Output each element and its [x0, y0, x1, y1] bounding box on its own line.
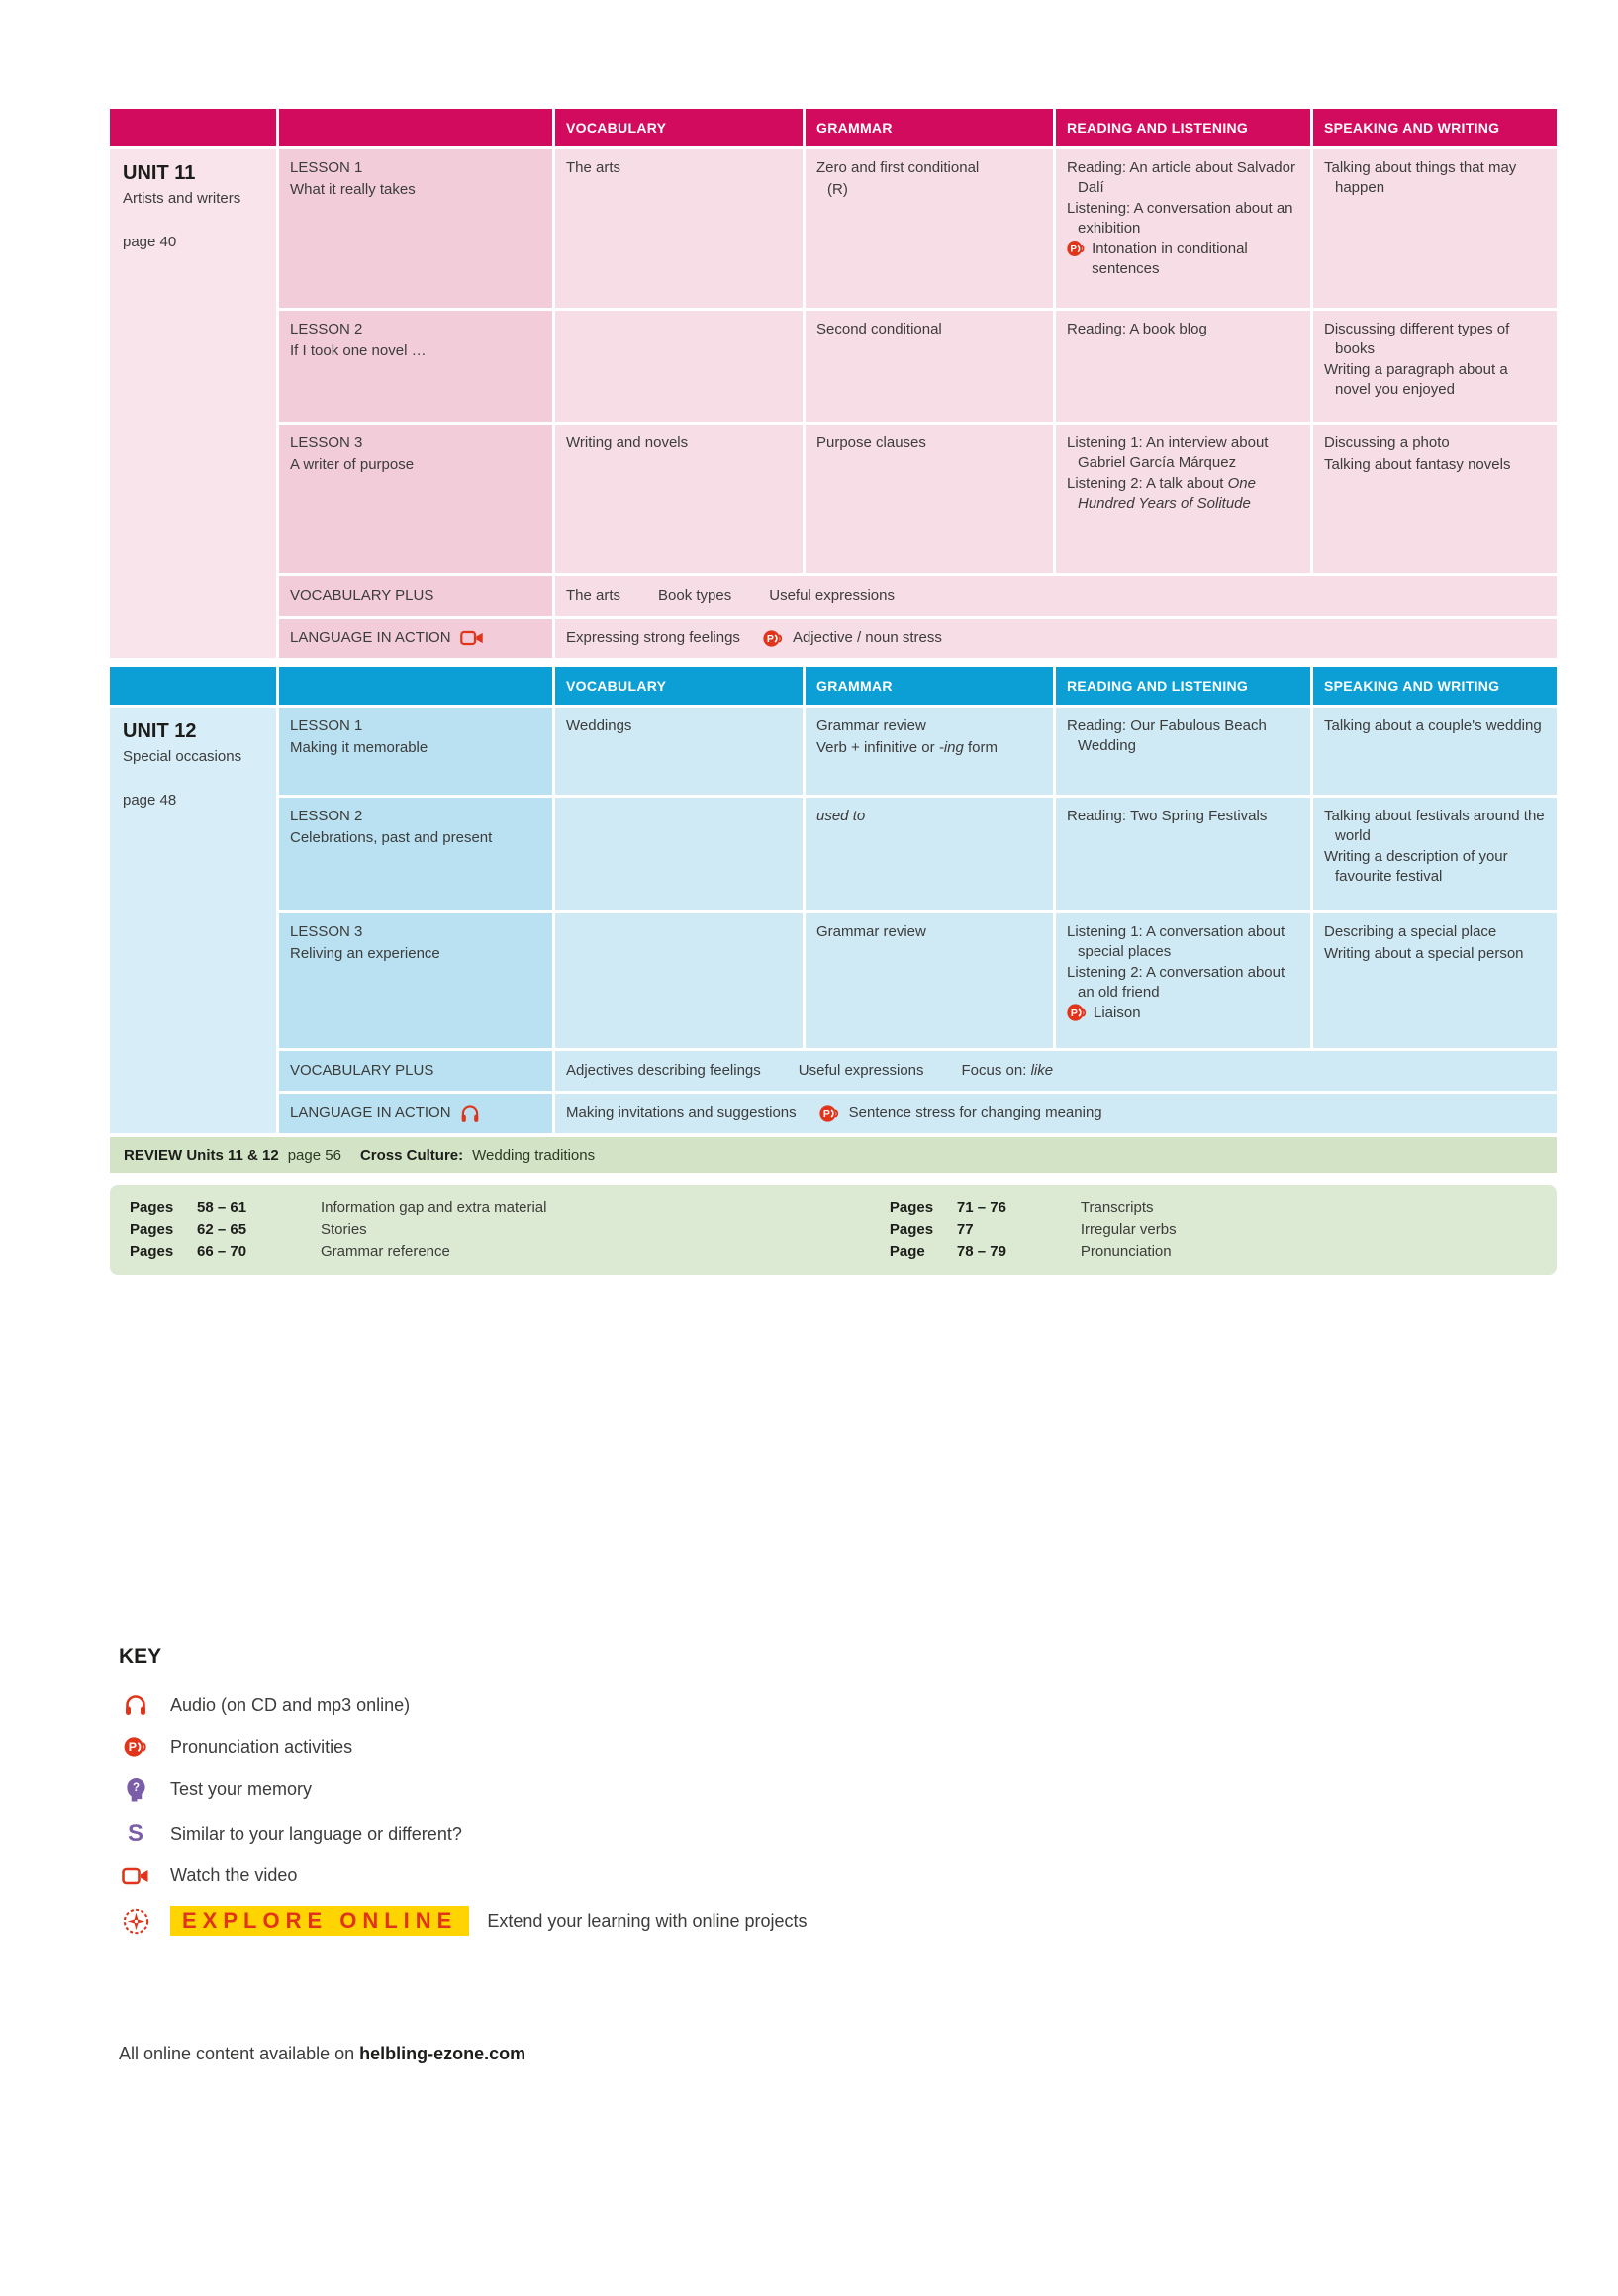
key-item-label: Watch the video — [170, 1866, 298, 1885]
pronunciation-icon — [1067, 239, 1086, 258]
unit-page-ref: page 40 — [123, 233, 177, 250]
header-spacer-unit — [110, 667, 276, 705]
vocabulary-cell — [555, 311, 803, 422]
text-line: Intonation in conditional sentences — [1092, 240, 1248, 277]
key-item-memory — [119, 1777, 1207, 1802]
text-line: Talking about things that may happen — [1324, 159, 1517, 196]
memory-head-icon — [119, 1777, 152, 1802]
text-line: Writing a description of your favourite festival — [1324, 848, 1508, 885]
footer-note — [119, 2044, 525, 2064]
unit-number: UNIT 11 — [123, 162, 196, 184]
pronunciation-text: Adjective / noun stress — [792, 629, 942, 647]
speaking-writing-cell — [1313, 149, 1557, 308]
pages-desc: Information gap and extra material — [321, 1199, 547, 1216]
headphones-icon — [119, 1694, 152, 1716]
lesson-label: LESSON 2 — [290, 808, 363, 824]
italic-segment: used to — [816, 808, 866, 824]
column-header-reading-listening: READING AND LISTENING — [1056, 109, 1310, 146]
pages-range: 66 – 70 — [197, 1243, 247, 1260]
column-header-speaking-writing: SPEAKING AND WRITING — [1313, 667, 1557, 705]
language-in-action-label-cell — [279, 619, 552, 658]
key-item-label: Audio (on CD and mp3 online) — [170, 1694, 411, 1715]
back-matter-pages-panel — [110, 1185, 1557, 1275]
column-header-speaking-writing: SPEAKING AND WRITING — [1313, 109, 1557, 146]
speaking-writing-cell — [1313, 913, 1557, 1048]
pages-row — [890, 1243, 1537, 1260]
language-in-action-content-cell — [555, 1094, 1557, 1133]
text-line: Zero and first conditional — [816, 159, 980, 176]
pages-row — [130, 1199, 890, 1216]
grammar-cell — [806, 149, 1053, 308]
language-in-action-text: Making invitations and suggestions — [566, 1104, 797, 1122]
italic-segment: -ing — [938, 738, 964, 756]
text-line: Reading: Two Spring Festivals — [1067, 808, 1268, 824]
key-heading: KEY — [119, 1645, 162, 1668]
text-line: Listening 1: An interview about Gabriel García Márquez — [1067, 434, 1269, 471]
pages-label: Page — [889, 1243, 925, 1260]
unit-title: Artists and writers — [123, 190, 241, 207]
footer-text: All online content available on — [119, 2044, 360, 2063]
column-header-grammar: GRAMMAR — [806, 109, 1053, 146]
key-item-similar — [119, 1822, 1207, 1846]
language-in-action-label: LANGUAGE IN ACTION — [290, 629, 451, 647]
vocabulary-plus-label-cell: VOCABULARY PLUS — [279, 1051, 552, 1091]
pages-row — [890, 1199, 1537, 1216]
text-line: Grammar review — [816, 718, 926, 734]
vocab-plus-item: Adjectives describing feelings — [566, 1062, 761, 1080]
cross-culture-label: Cross Culture: — [359, 1146, 464, 1164]
pages-label: Pages — [130, 1221, 174, 1238]
pages-group-left — [130, 1199, 890, 1260]
language-in-action-label-cell — [279, 1094, 552, 1133]
speaking-writing-cell — [1313, 798, 1557, 910]
pages-group-right — [890, 1199, 1537, 1260]
grammar-cell — [806, 311, 1053, 422]
speaking-writing-cell — [1313, 708, 1557, 795]
footer-website: helbling-ezone.com — [359, 2044, 526, 2063]
pages-desc: Grammar reference — [321, 1243, 450, 1260]
vocabulary-cell — [555, 798, 803, 910]
explore-online-badge: EXPLORE ONLINE — [170, 1906, 469, 1936]
vocabulary-cell — [555, 708, 803, 795]
review-bar — [110, 1137, 1557, 1173]
text-line: Purpose clauses — [816, 434, 926, 451]
lesson-title: Reliving an experience — [290, 944, 440, 962]
pages-row — [890, 1221, 1537, 1238]
reading-listening-cell — [1056, 913, 1310, 1048]
text-line: Grammar review — [816, 923, 926, 940]
text-line: Talking about festivals around the world — [1324, 808, 1545, 844]
key-section — [119, 1645, 1207, 1956]
text-line: Reading: An article about Salvador Dalí — [1067, 159, 1295, 196]
unit-page-ref: page 48 — [123, 791, 177, 809]
vocab-plus-item: Book types — [658, 587, 732, 605]
pages-range: 77 — [956, 1221, 974, 1238]
text-line: The arts — [566, 159, 621, 176]
reading-listening-cell — [1056, 708, 1310, 795]
speaking-writing-cell — [1313, 311, 1557, 422]
unit-11-info-cell — [110, 149, 276, 658]
text-line: (R) — [827, 180, 848, 198]
pages-label: Pages — [889, 1221, 934, 1238]
vocabulary-plus-content-cell — [555, 1051, 1557, 1091]
speaking-writing-cell — [1313, 425, 1557, 573]
pages-row — [130, 1221, 890, 1238]
text-line: Discussing different types of books — [1324, 321, 1510, 357]
lesson-label: LESSON 3 — [290, 923, 363, 940]
vocabulary-plus-content-cell — [555, 576, 1557, 616]
grammar-cell — [806, 913, 1053, 1048]
text-line: Talking about fantasy novels — [1324, 455, 1511, 473]
pronunciation-icon — [1067, 1004, 1088, 1022]
text-line: Talking about a couple's wedding — [1324, 718, 1542, 734]
column-header-reading-listening: READING AND LISTENING — [1056, 667, 1310, 705]
language-in-action-content-cell — [555, 619, 1557, 658]
pages-desc: Transcripts — [1080, 1199, 1154, 1216]
text-line: Listening 1: A conversation about special places — [1067, 923, 1285, 960]
grammar-cell — [806, 798, 1053, 910]
text-segment: form — [963, 738, 999, 756]
text-line: Writing and novels — [566, 434, 689, 451]
vocabulary-cell — [555, 913, 803, 1048]
pages-desc: Irregular verbs — [1080, 1221, 1177, 1238]
text-line: Reading: Our Fabulous Beach Wedding — [1067, 718, 1267, 754]
headphones-icon — [460, 1104, 480, 1123]
pages-row — [130, 1243, 890, 1260]
review-title: REVIEW Units 11 & 12 — [124, 1146, 279, 1164]
pronunciation-line — [1067, 1004, 1299, 1023]
text-line: Writing about a special person — [1324, 944, 1524, 962]
text-line — [816, 807, 1042, 826]
lesson-label: LESSON 3 — [290, 434, 363, 451]
reading-listening-cell — [1056, 311, 1310, 422]
pages-range: 58 – 61 — [197, 1199, 247, 1216]
vocabulary-cell — [555, 425, 803, 573]
text-line: Describing a special place — [1324, 923, 1497, 940]
key-item-label: Pronunciation activities — [170, 1736, 353, 1757]
grammar-cell — [806, 425, 1053, 573]
language-in-action-label: LANGUAGE IN ACTION — [290, 1104, 451, 1122]
lesson-label: LESSON 1 — [290, 159, 363, 176]
video-camera-icon — [119, 1867, 152, 1885]
column-header-vocabulary: VOCABULARY — [555, 667, 803, 705]
lesson-title: A writer of purpose — [290, 455, 415, 473]
letter-s-icon: S — [127, 1820, 143, 1847]
pages-label: Pages — [130, 1243, 174, 1260]
unit-11-table — [110, 109, 1557, 658]
reading-listening-cell — [1056, 425, 1310, 573]
text-line: Listening 2: A conversation about an old friend — [1067, 964, 1285, 1001]
explore-compass-icon — [119, 1908, 152, 1935]
contents-table — [110, 109, 1557, 1275]
pronunciation-icon — [119, 1736, 152, 1758]
column-header-vocabulary: VOCABULARY — [555, 109, 803, 146]
pronunciation-line — [1067, 239, 1299, 278]
lesson-title: If I took one novel … — [290, 341, 427, 359]
lesson-title: Making it memorable — [290, 738, 428, 756]
vocab-plus-item: Useful expressions — [798, 1062, 924, 1080]
text-segment: Focus on: — [961, 1062, 1031, 1080]
header-spacer-lesson — [279, 109, 552, 146]
text-line: Weddings — [566, 718, 632, 734]
key-item-pronunciation — [119, 1736, 1207, 1758]
column-header-grammar: GRAMMAR — [806, 667, 1053, 705]
italic-title: One Hundred Years of Solitude — [1078, 475, 1256, 512]
key-item-label: Extend your learning with online projects — [487, 1910, 808, 1931]
vocab-plus-item: The arts — [566, 587, 621, 605]
pages-desc: Pronunciation — [1080, 1243, 1172, 1260]
pages-range: 62 – 65 — [197, 1221, 247, 1238]
vocabulary-cell — [555, 149, 803, 308]
lesson-cell — [279, 149, 552, 308]
pages-label: Pages — [130, 1199, 174, 1216]
language-in-action-text: Expressing strong feelings — [566, 629, 740, 647]
key-item-label: Test your memory — [170, 1779, 313, 1799]
reading-listening-cell — [1056, 149, 1310, 308]
unit-12-table — [110, 667, 1557, 1133]
lesson-label: LESSON 2 — [290, 321, 363, 337]
text-line: Listening: A conversation about an exhibition — [1067, 200, 1293, 237]
unit-title: Special occasions — [123, 748, 242, 765]
pages-range: 71 – 76 — [956, 1199, 1006, 1216]
vocabulary-plus-label-cell: VOCABULARY PLUS — [279, 576, 552, 616]
text-line — [816, 738, 1042, 758]
header-spacer-lesson — [279, 667, 552, 705]
lesson-cell — [279, 708, 552, 795]
lesson-label: LESSON 1 — [290, 718, 363, 734]
lesson-cell — [279, 425, 552, 573]
key-item-explore-online — [119, 1906, 1207, 1936]
text-line: Writing a paragraph about a novel you enjoyed — [1324, 361, 1508, 398]
header-spacer-unit — [110, 109, 276, 146]
pages-range: 78 – 79 — [956, 1243, 1006, 1260]
text-line: Discussing a photo — [1324, 434, 1450, 451]
lesson-title: Celebrations, past and present — [290, 828, 493, 846]
pages-desc: Stories — [321, 1221, 367, 1238]
pronunciation-text: Sentence stress for changing meaning — [848, 1104, 1102, 1122]
text-segment: Listening 2: A talk about — [1067, 475, 1228, 492]
lesson-cell — [279, 798, 552, 910]
pronunciation-icon — [763, 629, 784, 648]
video-camera-icon — [460, 630, 484, 646]
text-line: Liaison — [1094, 1004, 1141, 1021]
key-item-video — [119, 1866, 1207, 1886]
reading-listening-cell — [1056, 798, 1310, 910]
pronunciation-icon — [819, 1104, 840, 1123]
text-segment: Verb + infinitive or — [816, 738, 939, 756]
text-line — [1067, 474, 1299, 513]
key-item-audio — [119, 1694, 1207, 1716]
unit-number: UNIT 12 — [123, 720, 197, 742]
text-line: Second conditional — [816, 321, 942, 337]
lesson-cell — [279, 913, 552, 1048]
review-page-ref: page 56 — [287, 1146, 341, 1164]
unit-12-info-cell — [110, 708, 276, 1133]
key-item-label: Similar to your language or different? — [170, 1823, 462, 1844]
pages-label: Pages — [889, 1199, 934, 1216]
text-line: Reading: A book blog — [1067, 321, 1207, 337]
cross-culture-text: Wedding traditions — [472, 1146, 596, 1164]
grammar-cell — [806, 708, 1053, 795]
italic-segment: like — [1030, 1062, 1054, 1080]
lesson-title: What it really takes — [290, 180, 416, 198]
vocab-plus-item: Useful expressions — [769, 587, 895, 605]
vocab-plus-item — [962, 1061, 1054, 1081]
lesson-cell — [279, 311, 552, 422]
